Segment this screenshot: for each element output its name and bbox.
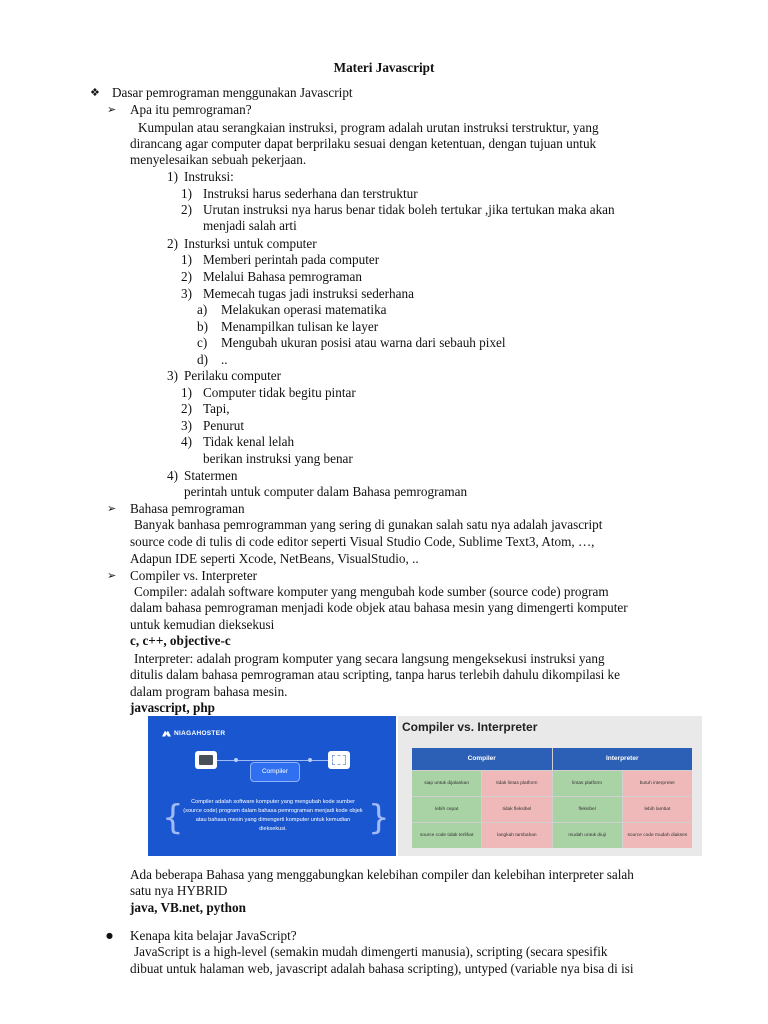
table-cell: lintas platform (553, 771, 622, 796)
list-item: Urutan instruksi nya harus benar tidak boleh tertukar ,jika tertukan maka akan (203, 202, 615, 217)
list-item: Statermen (184, 468, 238, 483)
list-number: 2) (181, 202, 192, 217)
subheading: Apa itu pemrograman? (130, 102, 252, 117)
list-letter: b) (197, 319, 208, 334)
bold-examples: javascript, php (130, 700, 215, 715)
bold-examples: c, c++, objective-c (130, 633, 231, 648)
list-item: Insturksi untuk computer (184, 236, 317, 251)
table-cell: tidak lintas platform (482, 771, 551, 796)
subheading: Kenapa kita belajar JavaScript? (130, 928, 297, 943)
compiler-illustration (148, 716, 396, 856)
table-cell: lebih lambat (623, 797, 692, 822)
list-number: 2) (181, 269, 192, 284)
paragraph-line: ditulis dalam bahasa pemrograman atau scripting, tanpa harus terlebih dahulu dikompilasi ke (130, 667, 620, 682)
list-item-continuation: menjadi salah arti (203, 218, 297, 233)
list-number: 3) (181, 418, 192, 433)
right-brace-icon: } (368, 798, 390, 838)
subheading: Compiler vs. Interpreter (130, 568, 258, 583)
paragraph-line: Kumpulan atau serangkaian instruksi, program adalah urutan instruksi terstruktur, yang (138, 120, 599, 135)
left-brace-icon: { (162, 798, 184, 838)
list-number: 1) (181, 385, 192, 400)
table-cell: source code tidak terlihat (412, 823, 481, 848)
list-letter: c) (197, 335, 208, 350)
table-cell: langkah tambahan (482, 823, 551, 848)
list-number: 1) (167, 169, 178, 184)
comparison-title: Compiler vs. Interpreter (402, 720, 538, 734)
list-item: Perilaku computer (184, 368, 282, 383)
list-item: Tapi, (203, 401, 230, 416)
list-letter: a) (197, 302, 208, 317)
paragraph-line: Compiler: adalah software komputer yang mengubah kode sumber (source code) program (134, 584, 609, 599)
list-item: Melalui Bahasa pemrograman (203, 269, 362, 284)
list-number: 1) (181, 252, 192, 267)
source-code-icon (195, 751, 217, 769)
paragraph-line: Interpreter: adalah program komputer yang secara langsung mengeksekusi instruksi yang (134, 651, 605, 666)
list-item: Instruksi: (184, 169, 234, 184)
diamond-bullet-icon: ❖ (90, 86, 100, 99)
dot-bullet-icon: ● (106, 931, 113, 940)
table-cell: mudah untuk diuji (553, 823, 622, 848)
paragraph-line: source code di tulis di code editor seperti Visual Studio Code, Sublime Text3, Atom, …, (130, 534, 595, 549)
list-item: Memberi perintah pada computer (203, 252, 380, 267)
compiler-description: Compiler adalah software komputer yang mengubah kode sumber (source code) program dalam bahasa pemrograman menjadi kode objek atau bahasa mesin yang dimengerti komputer untuk kemudian dieksekusi. (183, 799, 363, 832)
paragraph-line: Ada beberapa Bahasa yang menggabungkan kelebihan compiler dan kelebihan interpreter salah (130, 867, 634, 882)
list-item: Mengubah ukuran posisi atau warna dari sebauh pixel (221, 335, 506, 350)
table-cell: siap untuk dijalankan (412, 771, 481, 796)
arrow-bullet-icon: ➢ (107, 569, 117, 582)
paragraph-line: dibuat untuk halaman web, javascript adalah bahasa scripting), untyped (variable nya bisa di isi (130, 961, 634, 976)
paragraph-line: dalam program bahasa mesin. (130, 684, 288, 699)
list-item: Penurut (203, 418, 245, 433)
arrow-bullet-icon: ➢ (107, 103, 117, 116)
list-number: 4) (167, 468, 178, 483)
list-item: Melakukan operasi matematika (221, 302, 387, 317)
section-heading: Dasar pemrograman menggunakan Javascript (112, 85, 353, 100)
paragraph-line: untuk kemudian dieksekusi (130, 617, 275, 632)
list-item: Memecah tugas jadi instruksi sederhana (203, 286, 414, 301)
niagahoster-logo (162, 730, 225, 737)
list-number: 3) (181, 286, 192, 301)
logo-text: NIAGAHOSTER (174, 730, 226, 737)
list-item-continuation: perintah untuk computer dalam Bahasa pemrograman (184, 484, 468, 499)
table-cell: butuh interpreter (623, 771, 692, 796)
paragraph-line: dalam bahasa pemrograman menjadi kode objek atau bahasa mesin yang dimengerti komputer (130, 600, 628, 615)
arrow-bullet-icon: ➢ (107, 502, 117, 515)
paragraph-line: dirancang agar computer dapat berprilaku sesuai dengan ketentuan, dengan tujuan untuk (130, 136, 597, 151)
paragraph-line: satu nya HYBRID (130, 883, 228, 898)
list-number: 3) (167, 368, 178, 383)
comparison-table-image (398, 716, 702, 856)
list-item-continuation: berikan instruksi yang benar (203, 451, 353, 466)
list-item: Menampilkan tulisan ke layer (221, 319, 379, 334)
table-cell: source code mudah diakses (623, 823, 692, 848)
table-cell: tidak fleksibel (482, 797, 551, 822)
comparison-table (412, 748, 692, 848)
header-interpreter: Interpreter (553, 748, 693, 770)
paragraph-line: Adapun IDE seperti Xcode, NetBeans, VisualStudio, .. (130, 551, 419, 566)
list-item: Computer tidak begitu pintar (203, 385, 356, 400)
page-title: Materi Javascript (333, 60, 435, 75)
bold-examples: java, VB.net, python (130, 900, 246, 915)
paragraph-line: JavaScript is a high-level (semakin mudah dimengerti manusia), scripting (secara spesifik (134, 944, 608, 959)
connector-dot (308, 758, 312, 762)
subheading: Bahasa pemrograman (130, 501, 245, 516)
compiler-pill: Compiler (250, 762, 300, 782)
list-number: 4) (181, 434, 192, 449)
list-number: 1) (181, 186, 192, 201)
paragraph-line: Banyak banhasa pemrogramman yang sering di gunakan salah satu nya adalah javascript (134, 517, 603, 532)
object-code-icon (328, 751, 350, 769)
list-item: Tidak kenal lelah (203, 434, 295, 449)
niagahoster-logo-icon (162, 731, 171, 737)
list-letter: d) (197, 352, 208, 367)
table-cell: fleksibel (553, 797, 622, 822)
table-cell: lebih cepat (412, 797, 481, 822)
connector-dot (234, 758, 238, 762)
list-item: .. (221, 352, 228, 367)
list-item: Instruksi harus sederhana dan terstruktur (203, 186, 418, 201)
list-number: 2) (167, 236, 178, 251)
header-compiler: Compiler (412, 748, 552, 770)
list-number: 2) (181, 401, 192, 416)
paragraph-line: menyelesaikan sebuah pekerjaan. (130, 152, 307, 167)
